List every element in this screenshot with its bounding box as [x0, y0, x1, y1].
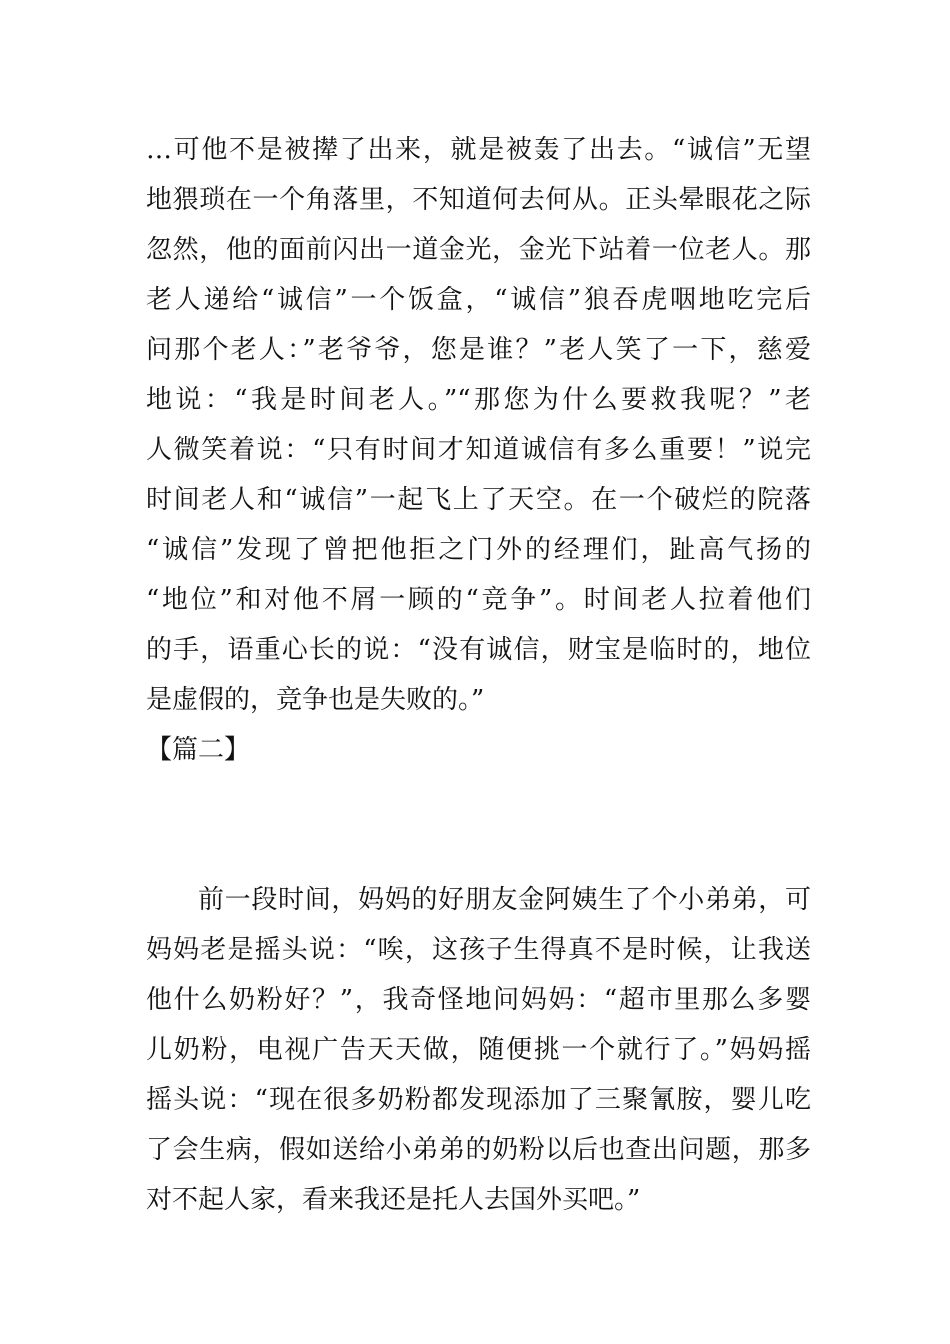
- paragraph-line: 摇头说：“现在很多奶粉都发现添加了三聚氰胺，婴儿吃: [146, 1085, 811, 1115]
- paragraph-line: 问那个老人：”老爷爷，您是谁？”老人笑了一下，慈爱: [146, 335, 811, 365]
- paragraph-line: “诚信”发现了曾把他拒之门外的经理们，趾高气扬的: [146, 535, 811, 565]
- paragraph-line: 地说：“我是时间老人。”“那您为什么要救我呢？”老: [146, 385, 811, 415]
- paragraph-line: 了会生病，假如送给小弟弟的奶粉以后也查出问题，那多: [146, 1135, 811, 1165]
- paragraph-line: 地猥琐在一个角落里，不知道何去何从。正头晕眼花之际: [146, 185, 811, 215]
- paragraph-line: 老人递给“诚信”一个饭盒，“诚信”狼吞虎咽地吃完后: [146, 285, 811, 315]
- paragraph-line: 是虚假的，竞争也是失败的。”: [146, 685, 485, 715]
- paragraph-line: 对不起人家，看来我还是托人去国外买吧。”: [146, 1185, 641, 1215]
- paragraph-line: …可他不是被撵了出来，就是被轰了出去。“诚信”无望: [146, 135, 811, 165]
- paragraph-line: “地位”和对他不屑一顾的“竞争”。时间老人拉着他们: [146, 585, 811, 615]
- paragraph-line: 儿奶粉，电视广告天天做，随便挑一个就行了。”妈妈摇: [146, 1035, 811, 1065]
- paragraph-line: 的手，语重心长的说：“没有诚信，财宝是临时的，地位: [146, 635, 811, 665]
- paragraph-line: 前一段时间，妈妈的好朋友金阿姨生了个小弟弟，可: [198, 885, 811, 915]
- paragraph-line: 人微笑着说：“只有时间才知道诚信有多么重要！”说完: [146, 435, 811, 465]
- paragraph-line: 他什么奶粉好？”，我奇怪地问妈妈：“超市里那么多婴: [146, 985, 811, 1015]
- paragraph-line: 时间老人和“诚信”一起飞上了天空。在一个破烂的院落: [146, 485, 811, 515]
- paragraph-line: 妈妈老是摇头说：“唉，这孩子生得真不是时候，让我送: [146, 935, 811, 965]
- section-heading: 【篇二】: [146, 735, 251, 765]
- paragraph-line: 忽然，他的面前闪出一道金光，金光下站着一位老人。那: [146, 235, 811, 265]
